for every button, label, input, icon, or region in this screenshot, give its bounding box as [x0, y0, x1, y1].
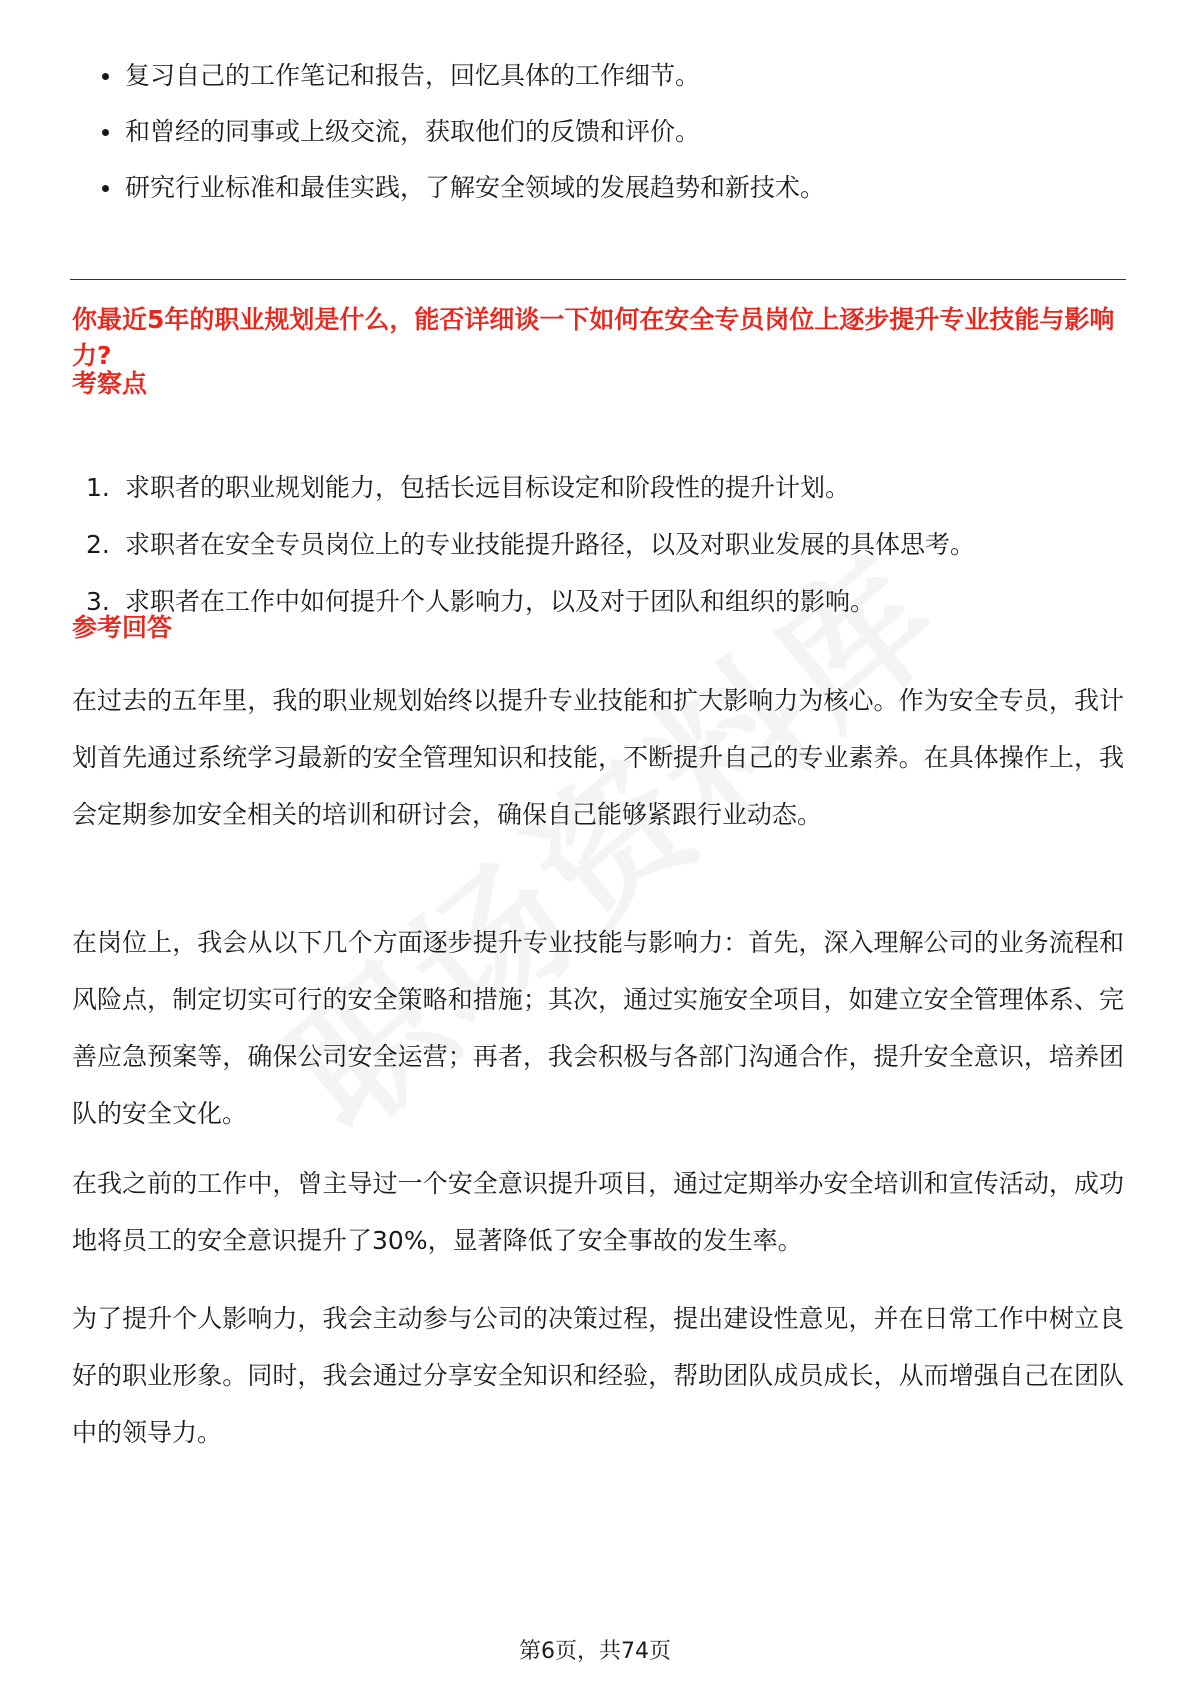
focus-point-number: 1.: [86, 473, 110, 502]
focus-point-item: [70, 527, 1126, 563]
bullet-dot-icon: [102, 129, 109, 136]
focus-point-list: [70, 470, 1126, 641]
bullet-text: 复习自己的工作笔记和报告，回忆具体的工作细节。: [125, 61, 701, 90]
section-divider: [70, 279, 1126, 280]
bullet-item: [70, 114, 1110, 150]
bullet-text: 研究行业标准和最佳实践，了解安全领域的发展趋势和新技术。: [125, 173, 826, 202]
focus-point-number: 3.: [86, 587, 110, 616]
focus-point-item: [70, 470, 1126, 506]
answer-section-title: 参考回答: [72, 613, 173, 642]
bullet-item: [70, 58, 1110, 94]
question-heading: 你最近5年的职业规划是什么，能否详细谈一下如何在安全专员岗位上逐步提升专业技能与影响力?: [72, 305, 1115, 370]
answer-paragraph: 在过去的五年里，我的职业规划始终以提升专业技能和扩大影响力为核心。作为安全专员，我计划首先通过系统学习最新的安全管理知识和技能，不断提升自己的专业素养。在具体操作上，我会定期参加安全相关的培训和研讨会，确保自己能够紧跟行业动态。: [72, 686, 1124, 829]
top-bullet-list: [70, 58, 1110, 226]
bullet-item: [70, 170, 1110, 206]
focus-point-item: [70, 584, 1126, 620]
bullet-dot-icon: [102, 73, 109, 80]
focus-point-text: 求职者的职业规划能力，包括长远目标设定和阶段性的提升计划。: [125, 473, 851, 502]
focus-point-number: 2.: [86, 530, 110, 559]
bullet-dot-icon: [102, 185, 109, 192]
answer-paragraph: 在岗位上，我会从以下几个方面逐步提升专业技能与影响力：首先，深入理解公司的业务流程和风险点，制定切实可行的安全策略和措施；其次，通过实施安全项目，如建立安全管理体系、完善应急预案等，确保公司安全运营；再者，我会积极与各部门沟通合作，提升安全意识，培养团队的安全文化。: [72, 928, 1124, 1128]
page-footer: 第6页，共74页: [519, 1639, 671, 1664]
answer-paragraph: 在我之前的工作中，曾主导过一个安全意识提升项目，通过定期举办安全培训和宣传活动，成功地将员工的安全意识提升了30%，显著降低了安全事故的发生率。: [72, 1169, 1124, 1255]
focus-section-title: 考察点: [72, 369, 148, 398]
answer-paragraph: 为了提升个人影响力，我会主动参与公司的决策过程，提出建设性意见，并在日常工作中树立良好的职业形象。同时，我会通过分享安全知识和经验，帮助团队成员成长，从而增强自己在团队中的领导力。: [72, 1304, 1124, 1447]
bullet-text: 和曾经的同事或上级交流，获取他们的反馈和评价。: [125, 117, 701, 146]
focus-point-text: 求职者在安全专员岗位上的专业技能提升路径，以及对职业发展的具体思考。: [125, 530, 976, 559]
focus-point-text: 求职者在工作中如何提升个人影响力，以及对于团队和组织的影响。: [125, 587, 876, 616]
